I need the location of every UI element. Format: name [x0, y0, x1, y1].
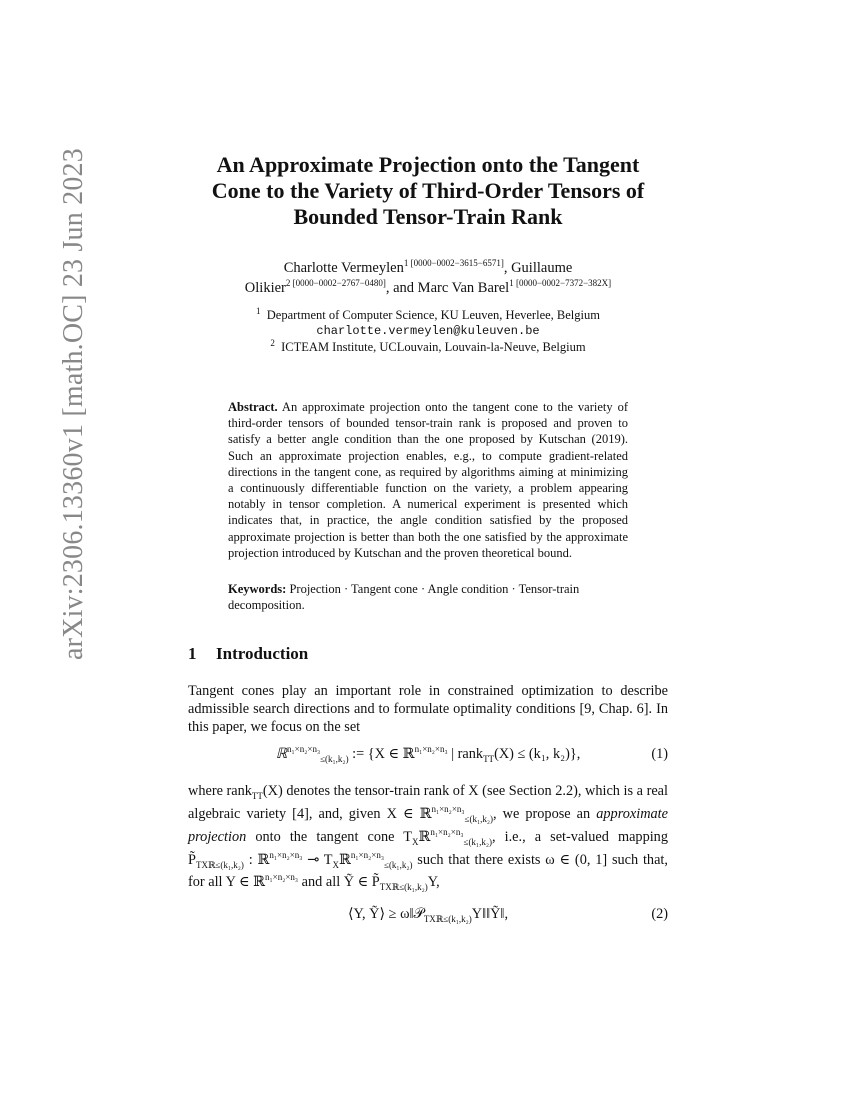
abstract-label: Abstract.	[228, 400, 278, 414]
equation-1-number: (1)	[651, 746, 668, 762]
intro-p2-emphasis: approximate projection	[188, 805, 668, 845]
title-line-1: An Approximate Projection onto the Tangent	[216, 152, 640, 177]
intro-p2-d: onto the tangent cone	[255, 828, 395, 845]
paper-title	[150, 152, 706, 230]
intro-p2-a: where rank	[188, 783, 252, 799]
intro-p2-f: such that there exists ω ∈ (0, 1] such that, for all Y ∈ ℝ	[188, 851, 668, 891]
equation-2	[188, 906, 668, 930]
author-1-orcid: 1 [0000−0002−3615−6571]	[403, 258, 504, 269]
author-list	[160, 258, 696, 298]
intro-p2-b: (X) denotes the tensor-train rank of X (see Section 2.2), which is a real algebraic variety [4], and, given	[188, 783, 668, 822]
equation-2-number: (2)	[651, 906, 668, 922]
affiliation-2-text: ICTEAM Institute, UCLouvain, Louvain-la-Neuve, Belgium	[281, 340, 586, 354]
intro-p2-e: , i.e., a set-valued mapping	[491, 828, 668, 845]
affiliations	[160, 307, 696, 355]
section-title: Introduction	[216, 644, 309, 663]
keywords-text: Projection · Tangent cone · Angle condition · Tensor-train decomposition.	[228, 582, 580, 613]
title-line-3: Bounded Tensor-Train Rank	[293, 204, 563, 229]
affiliation-2-mark: 2	[270, 337, 275, 348]
author-2-name-part2: Olikier	[244, 280, 286, 296]
author-email: charlotte.vermeylen@kuleuven.be	[316, 324, 540, 338]
abstract-block	[228, 399, 628, 561]
keywords-label: Keywords:	[228, 582, 287, 596]
author-2-orcid: 2 [0000−0002−2767−0480]	[285, 278, 386, 289]
intro-paragraph-1: Tangent cones play an important role in constrained optimization to describe admissible search directions and to formulate optimality conditions [9, Chap. 6]. In this paper, we focus on the set	[188, 683, 668, 735]
arxiv-sidebar-stamp: arXiv:2306.13360v1 [math.OC] 23 Jun 2023	[58, 148, 89, 660]
abstract-text: An approximate projection onto the tangent cone to the variety of third-order tensors of bounded tensor-train rank is proposed and proven to satisfy a better angle condition than the one proposed by Kutschan (2019). Such an approximate projection enables, e.g., to compute gradient-related directions in the tangent cone, as required by algorithms aiming at minimizing a continuously differentiable function on the variety, a problem appearing notably in tensor completion. A numerical experiment is presented which indicates that, in practice, the angle condition satisfied by the proposed approximate projection is better than both the one satisfied by the approximate projection introduced by Kutschan and the proven theoretical bound.	[228, 400, 628, 560]
affiliation-1-mark: 1	[256, 305, 261, 316]
intro-p2-g: and all	[301, 874, 341, 891]
keywords-block	[228, 581, 628, 613]
section-heading	[188, 644, 308, 664]
intro-p2-c: , we propose an	[493, 805, 591, 822]
intro-paragraph-2: where rank$_{TT}$(X) denotes the tensor-train rank of X (see Section 2.2), which is a real algebraic variety [4], and, given X ∈ ℝ$^{n_1\times n_2\times n_3}_{\le(k_1,k_2)}$, we propose an approximate projection onto the tangent cone $T_Xℝ^{n_1\times n_2\times n_3}_{\le(k_1,k_2)}$, i.e., a set-valued mapping $P̃_{TXℝ\le(k_1,k_2)}$ : ℝ$^{n_1\times n_2\times n_3}$ ⊸ $T_Xℝ^{n_1\times n_2\times n_3}_{\le(k_1,k_2)}$ such that there exists ω ∈ (0, 1] such that, for all Y ∈ ℝ$^{n_1\times n_2\times n_3}$ and all Ỹ ∈ $P̃_{TXℝ\le(k_1,k_2)}Y$,	[188, 783, 668, 893]
equation-1-body: ℝ$^{n_1\times n_2\times n_3}_{\le(k_1,k_2)}$ := {X ∈ ℝ$^{n_1\times n_2\times n_3}$ | rank$_{TT}$(X) ≤ (k₁, k₂)},	[275, 744, 581, 764]
equation-1	[188, 746, 668, 770]
author-2-name-part1: , Guillaume	[503, 260, 573, 276]
affiliation-1-text: Department of Computer Science, KU Leuven, Heverlee, Belgium	[266, 308, 600, 322]
title-line-2: Cone to the Variety of Third-Order Tensors of	[211, 178, 645, 203]
author-3-name: , and Marc Van Barel	[385, 280, 510, 296]
section-number: 1	[188, 644, 197, 663]
equation-2-body: ⟨Y, Ỹ⟩ ≥ ω‖𝒫$_{TXℝ\le(k_1,k_2)}$Y‖‖Ỹ‖,	[347, 906, 509, 924]
author-1-name: Charlotte Vermeylen	[283, 260, 404, 276]
author-3-orcid: 1 [0000−0002−7372−382X]	[509, 278, 612, 289]
